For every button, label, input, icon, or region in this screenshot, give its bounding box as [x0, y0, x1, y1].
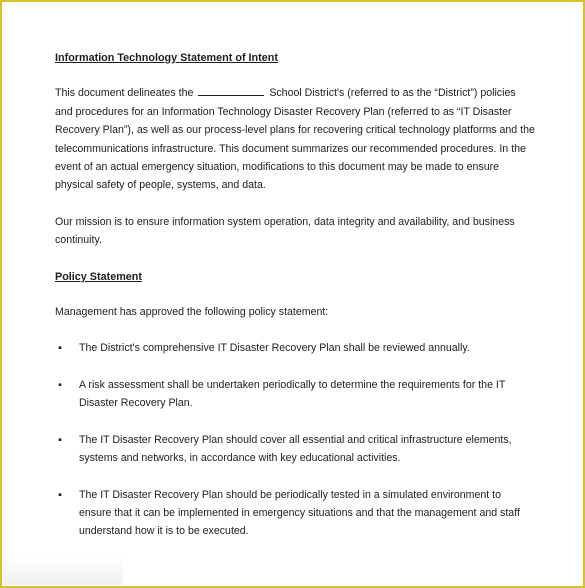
intent-paragraph-lead: This document delineates the: [55, 87, 194, 100]
bullet-text: The District's comprehensive IT Disaster Recovery Plan shall be reviewed annually.: [79, 342, 470, 355]
bullet-text: The IT Disaster Recovery Plan should cover all essential and critical infrastructure elements, systems and networks, in accordance with key educational activities.: [79, 433, 512, 465]
intent-paragraph: [55, 84, 535, 194]
bullet-icon: ▪: [58, 378, 62, 391]
bullet-icon: ▪: [58, 488, 62, 501]
policy-intro: Management has approved the following policy statement:: [55, 306, 329, 319]
policy-statement-heading: Policy Statement: [55, 270, 143, 283]
bullet-icon: ▪: [58, 342, 62, 355]
corner-shadow: [3, 555, 123, 585]
list-item: [55, 431, 535, 468]
bullet-text: The IT Disaster Recovery Plan should be periodically tested in a simulated environment to ensure that it can be implemented in emergency situations and that the management and staff understand how it is to be executed.: [79, 488, 520, 538]
district-name-blank: [198, 84, 264, 96]
list-item: [55, 339, 535, 357]
intent-paragraph-body: School District's (referred to as the “District”) policies and procedures for an Information Technology Disaster Recovery Plan (referred to as “IT Disaster Recovery Plan”), as well as our process-level plans for recovering critical technology platforms and the telecommunications infrastructure. This document summarizes our recommended procedures. In the event of an actual emergency situation, modifications to this document may be made to ensure physical safety of people, systems, and data.: [55, 87, 535, 192]
list-item: [55, 486, 535, 541]
document-content: [55, 49, 535, 559]
list-item: [55, 376, 535, 413]
document-page: [3, 3, 582, 585]
mission-paragraph: Our mission is to ensure information system operation, data integrity and availability, and business continuity.: [55, 215, 515, 247]
policy-bullet-list: [55, 339, 535, 540]
statement-of-intent-heading: Information Technology Statement of Intent: [55, 52, 278, 64]
bullet-icon: ▪: [58, 433, 62, 446]
bullet-text: A risk assessment shall be undertaken periodically to determine the requirements for the IT Disaster Recovery Plan.: [79, 378, 506, 410]
